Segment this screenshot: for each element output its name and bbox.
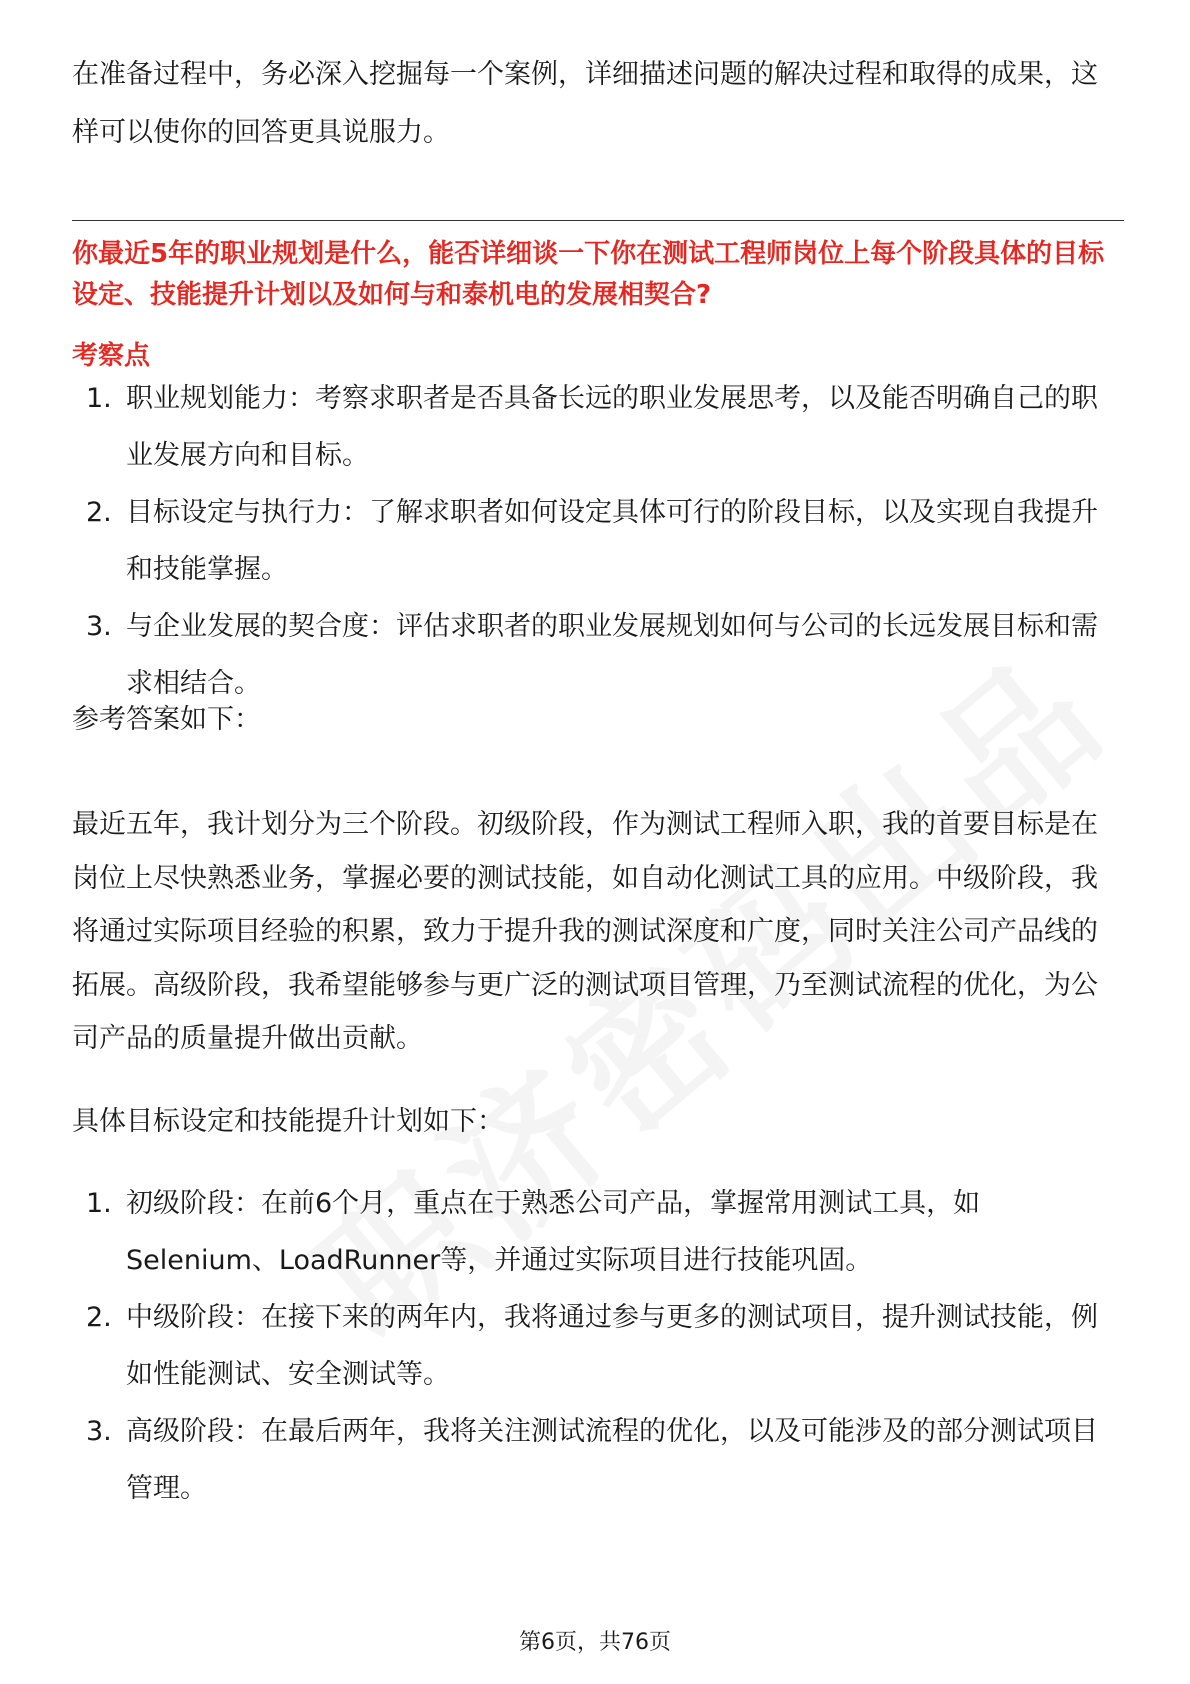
list-text: 中级阶段：在接下来的两年内，我将通过参与更多的测试项目，提升测试技能，例如性能测试、安全测试等。 bbox=[126, 1302, 1098, 1390]
list-item bbox=[72, 1403, 1124, 1517]
page-footer: 第6页，共76页 bbox=[519, 1630, 671, 1655]
list-number: 2. bbox=[86, 1302, 112, 1333]
list-number: 1. bbox=[86, 1188, 112, 1219]
list-text: 初级阶段：在前6个月，重点在于熟悉公司产品，掌握常用测试工具，如Selenium、LoadRunner等，并通过实际项目进行技能巩固。 bbox=[126, 1188, 981, 1276]
section-divider bbox=[72, 220, 1124, 221]
answer-paragraph: 最近五年，我计划分为三个阶段。初级阶段，作为测试工程师入职，我的首要目标是在岗位上尽快熟悉业务，掌握必要的测试技能，如自动化测试工具的应用。中级阶段，我将通过实际项目经验的积累，致力于提升我的测试深度和广度，同时关注公司产品线的拓展。高级阶段，我希望能够参与更广泛的测试项目管理，乃至测试流程的优化，为公司产品的质量提升做出贡献。 bbox=[72, 809, 1098, 1054]
question-heading: 你最近5年的职业规划是什么，能否详细谈一下你在测试工程师岗位上每个阶段具体的目标设定、技能提升计划以及如何与和泰机电的发展相契合? bbox=[72, 239, 1105, 310]
list-text: 目标设定与执行力：了解求职者如何设定具体可行的阶段目标，以及实现自我提升和技能掌握。 bbox=[126, 497, 1098, 585]
intro-paragraph: 在准备过程中，务必深入挖掘每一个案例，详细描述问题的解决过程和取得的成果，这样可以使你的回答更具说服力。 bbox=[72, 59, 1098, 148]
list-text: 与企业发展的契合度：评估求职者的职业发展规划如何与公司的长远发展目标和需求相结合。 bbox=[126, 611, 1098, 699]
list-item bbox=[72, 370, 1124, 484]
plan-intro: 具体目标设定和技能提升计划如下： bbox=[72, 1106, 504, 1137]
list-text: 职业规划能力：考察求职者是否具备长远的职业发展思考，以及能否明确自己的职业发展方向和目标。 bbox=[126, 383, 1098, 471]
list-item bbox=[72, 484, 1124, 598]
list-text: 高级阶段：在最后两年，我将关注测试流程的优化，以及可能涉及的部分测试项目管理。 bbox=[126, 1416, 1098, 1504]
list-number: 3. bbox=[86, 1416, 112, 1447]
list-number: 2. bbox=[86, 497, 112, 528]
focus-heading: 考察点 bbox=[72, 341, 151, 371]
list-number: 1. bbox=[86, 383, 112, 414]
answer-intro: 参考答案如下： bbox=[72, 704, 261, 735]
plan-list bbox=[72, 1175, 1124, 1517]
list-number: 3. bbox=[86, 611, 112, 642]
list-item bbox=[72, 1175, 1124, 1289]
focus-list bbox=[72, 370, 1124, 712]
list-item bbox=[72, 1289, 1124, 1403]
